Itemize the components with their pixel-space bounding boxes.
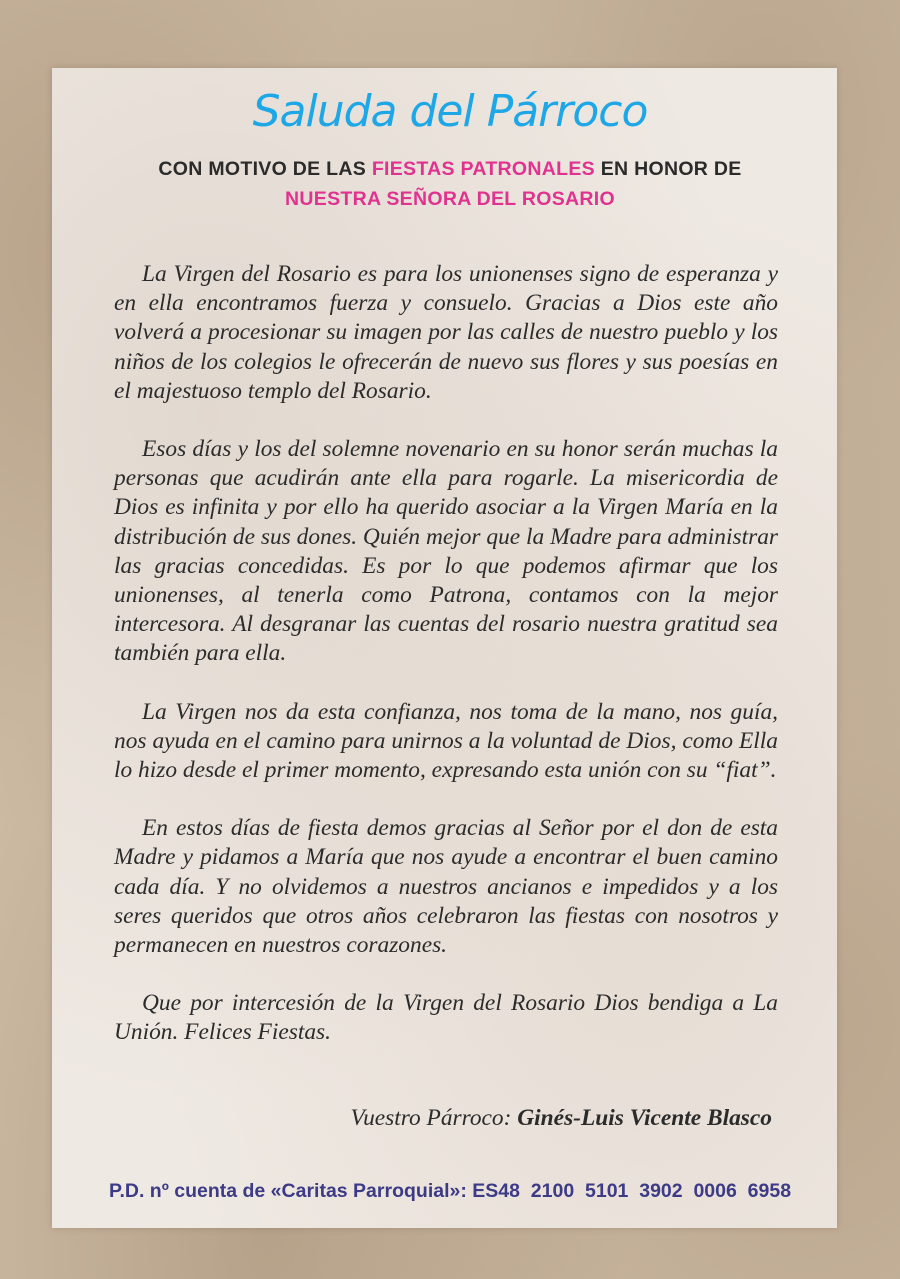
subtitle-prefix: CON MOTIVO DE LAS [158,158,367,180]
signature-name: Ginés-Luis Vicente Blasco [517,1105,772,1131]
page-title: Saluda del Párroco [252,86,648,137]
paragraph: Que por intercesión de la Virgen del Rosario Dios bendiga a La Unión. Felices Fiestas. [114,990,778,1046]
postscript-bank-account: P.D. nº cuenta de «Caritas Parroquial»: ES48 2100 5101 3902 0006 6958 [108,1180,792,1202]
subtitle-highlight: FIESTAS PATRONALES [371,158,595,180]
paragraph: La Virgen nos da esta confianza, nos toma de la mano, nos guía, nos ayuda en el camino para unirnos a la voluntad de Dios, como Ella lo hizo desde el primer momento, expresando esta unión con su “fiat”. [114,698,778,784]
signature [351,1105,772,1132]
subtitle-line-1 [0,158,900,181]
subtitle-line-2: NUESTRA SEÑORA DEL ROSARIO [285,188,615,210]
letter-body [114,260,778,1077]
paragraph: Esos días y los del solemne novenario en su honor serán muchas la personas que acudirán ante ella para rogarle. La misericordia de Dios es infinita y por ello ha querido asociar a la Virgen María en la distribución de sus dones. Quién mejor que la Madre para administrar las gracias concedidas. Es por lo que podemos afirmar que los unionenses, al tenerla como Patrona, contamos con la mejor intercesora. Al desgranar las cuentas del rosario nuestra gratitud sea también para ella. [114,436,778,667]
paragraph: En estos días de fiesta demos gracias al Señor por el don de esta Madre y pidamos a María que nos ayude a encontrar el buen camino cada día. Y no olvidemos a nuestros ancianos e impedidos y a los seres queridos que otros años celebraron las fiestas con nosotros y permanecen en nuestros corazones. [114,815,778,959]
subtitle-suffix: EN HONOR DE [600,158,742,180]
paragraph: La Virgen del Rosario es para los unionenses signo de esperanza y en ella encontramos fuerza y consuelo. Gracias a Dios este año volverá a procesionar su imagen por las calles de nuestro pueblo y los niños de los colegios le ofrecerán de nuevo sus flores y sus poesías en el majestuoso templo del Rosario. [114,261,778,404]
signature-label: Vuestro Párroco: [350,1105,512,1131]
